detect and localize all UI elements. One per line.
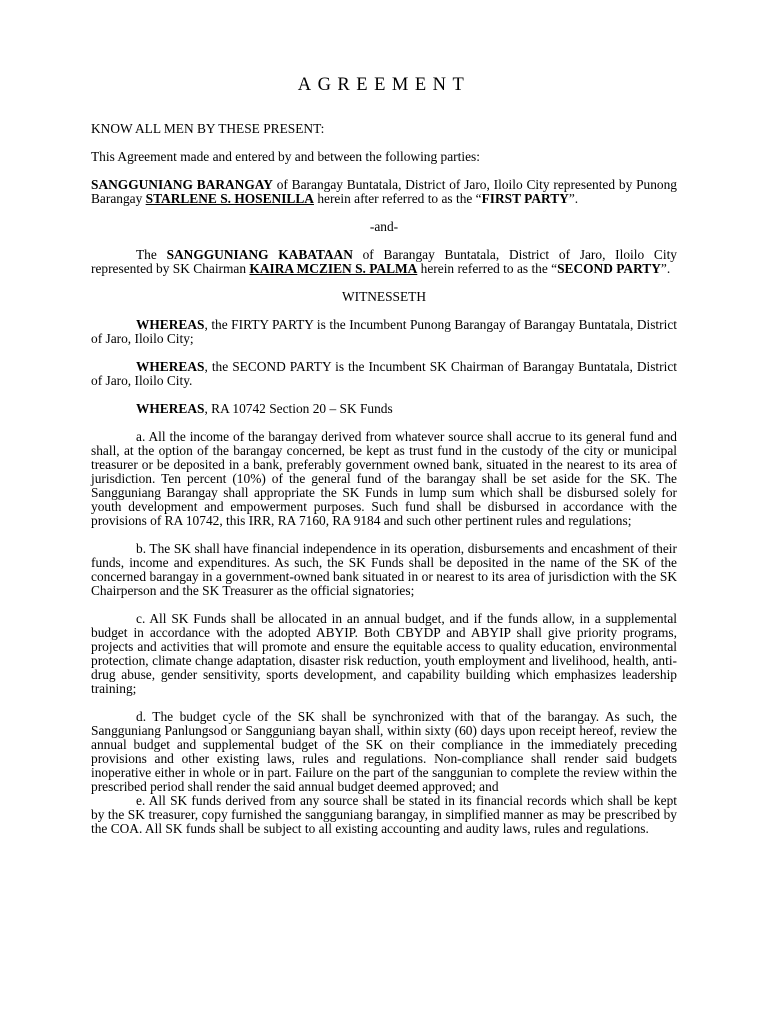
first-party-name: STARLENE S. HOSENILLA <box>145 191 314 206</box>
whereas-keyword: WHEREAS <box>136 401 205 416</box>
first-party-paragraph <box>91 178 677 206</box>
whereas-keyword: WHEREAS <box>136 359 205 374</box>
clause-e: e. All SK funds derived from any source shall be stated in its financial records which shall be kept by the SK treasurer, copy furnished the sangguniang barangay, in simplified manner as may be prescribed by the COA. All SK funds shall be subject to all existing accounting and audity laws, rules and regulations. <box>91 793 677 836</box>
second-party-text-2: herein referred to as the “ <box>417 261 558 276</box>
witnesseth-heading: WITNESSETH <box>341 289 427 304</box>
whereas-text: , the FIRTY PARTY is the Incumbent Punong Barangay of Barangay Buntatala, District of Jaro, Iloilo City; <box>91 317 677 346</box>
opening-line: KNOW ALL MEN BY THESE PRESENT: <box>91 121 325 136</box>
first-party-text-2: herein after referred to as the “ <box>313 191 482 206</box>
clause-c: c. All SK Funds shall be allocated in an annual budget, and if the funds allow, in a supplemental budget in accordance with the adopted ABYIP. Both CBYDP and ABYIP shall give priority programs, projects and activities that will promote and ensure the equitable access to quality education, environmental protection, climate change adaptation, disaster risk reduction, youth employment and livelihood, health, anti-drug abuse, gender sensitivity, sports development, and capability building which emphasizes leadership training; <box>91 611 677 696</box>
second-party-org: SANGGUNIANG KABATAAN <box>166 247 353 262</box>
whereas-keyword: WHEREAS <box>136 317 205 332</box>
clause-b: b. The SK shall have financial independence in its operation, disbursements and encashment of their funds, income and expenditures. As such, the SK Funds shall be deposited in the name of the SK of the concerned barangay in a government-owned bank situated in or nearest to its area of jurisdiction with the SK Chairperson and the SK Treasurer as the official signatories; <box>91 541 677 598</box>
whereas-paragraph <box>91 402 677 416</box>
first-party-text-3: ”. <box>568 191 579 206</box>
whereas-paragraph <box>91 318 677 346</box>
second-party-text-1: of Barangay Buntatala, District of Jaro, Iloilo City represented by SK Chairman <box>91 247 677 276</box>
second-party-text-3: ”. <box>660 261 671 276</box>
whereas-text: , RA 10742 Section 20 – SK Funds <box>204 401 393 416</box>
second-party-name: KAIRA MCZIEN S. PALMA <box>249 261 418 276</box>
intro-paragraph: This Agreement made and entered by and between the following parties: <box>91 149 480 164</box>
clause-a: a. All the income of the barangay derived from whatever source shall accrue to its general fund and shall, at the option of the barangay concerned, be kept as trust fund in the custody of the city or municipal treasurer or be deposited in a bank, preferably government owned bank, situated in the nearest to its area of jurisdiction. Ten percent (10%) of the general fund of the barangay shall be set aside for the SK. The Sangguniang Barangay shall appropriate the SK Funds in lump sum which shall be disbursed solely for youth development and empowerment purposes. Such fund shall be disbursed in accordance with the provisions of RA 10742, this IRR, RA 7160, RA 9184 and such other pertinent rules and regulations; <box>91 429 677 528</box>
clause-d: d. The budget cycle of the SK shall be synchronized with that of the barangay. As such, the Sangguniang Panlungsod or Sangguniang bayan shall, within sixty (60) days upon receipt hereof, review the annual budget and supplemental budget of the SK on their compliance in the immediately preceding provisions and other existing laws, rules and regulations. Non-compliance shall render said budgets inoperative either in whole or in part. Failure on the part of the sanggunian to complete the review within the prescribed period shall render the said annual budget deemed approved; and <box>91 709 677 794</box>
document-body <box>91 122 677 836</box>
second-party-designation: SECOND PARTY <box>557 261 661 276</box>
and-separator: -and- <box>369 219 399 234</box>
whereas-text: , the SECOND PARTY is the Incumbent SK Chairman of Barangay Buntatala, District of Jaro, Iloilo City. <box>91 359 677 388</box>
document-title: AGREEMENT <box>297 75 471 95</box>
first-party-org: SANGGUNIANG BARANGAY <box>91 177 273 192</box>
whereas-paragraph <box>91 360 677 388</box>
second-party-prefix: The <box>136 247 167 262</box>
second-party-paragraph <box>91 248 677 276</box>
first-party-designation: FIRST PARTY <box>481 191 569 206</box>
first-party-text-1: of Barangay Buntatala, District of Jaro, Iloilo City represented by Punong Barangay <box>91 177 678 206</box>
